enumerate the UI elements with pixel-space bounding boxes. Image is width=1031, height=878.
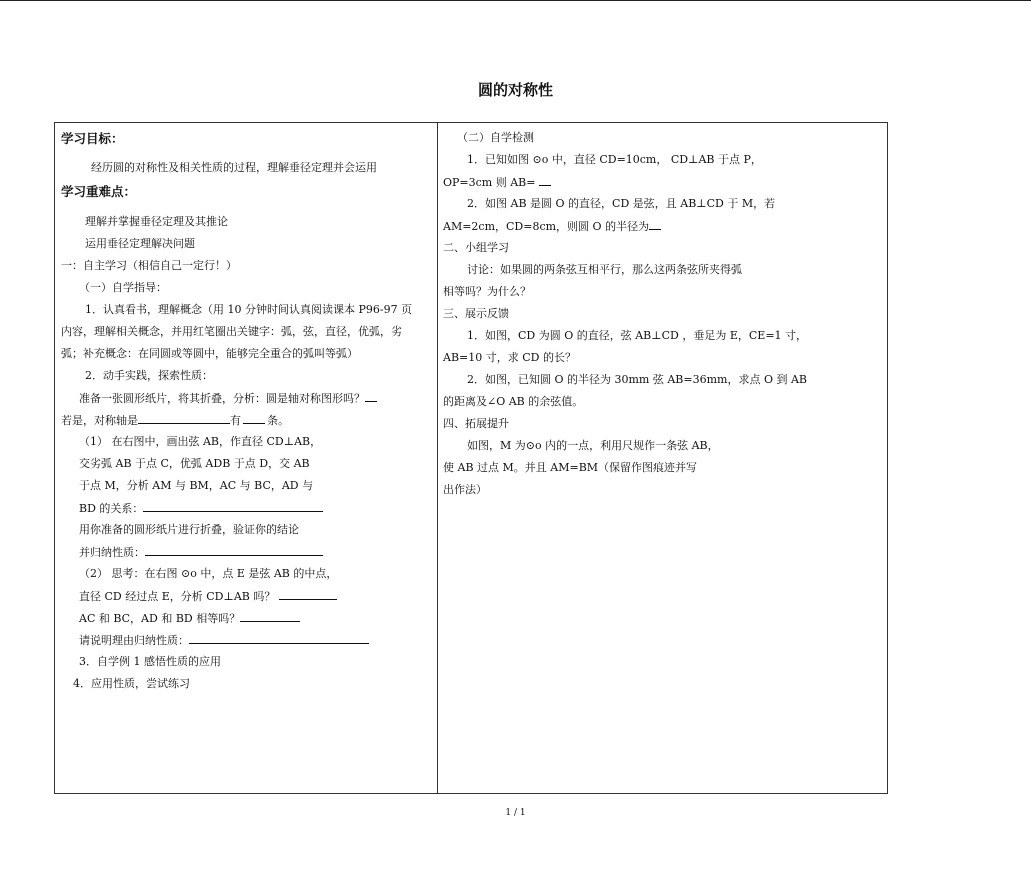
axis-text-3: 条。 (267, 414, 289, 427)
section-4-heading: 四、拓展提升 (443, 417, 509, 430)
equal-question: AC 和 BC，AD 和 BD 相等吗？ (79, 612, 241, 625)
guide-item-1-line-3: 弧；补充概念：在同圆或等圆中，能够完全重合的弧叫等弧） (61, 347, 358, 360)
task-1-line-3: 于点 M，分析 AM 与 BM，AC 与 BC，AD 与 (79, 479, 314, 492)
test-1-question: OP=3cm 则 AB= (443, 176, 536, 189)
reason-label: 请说明理由归纳性质： (79, 634, 189, 647)
guide-item-4: 4．应用性质，尝试练习 (73, 677, 190, 690)
extension-line-1: 如图，M 为⊙o 内的一点，利用尺规作一条弦 AB， (467, 439, 719, 452)
section-2-heading: 二、小组学习 (443, 241, 509, 254)
answer-blank[interactable] (145, 545, 323, 556)
task-2-line-2 (79, 589, 337, 604)
document-title: 圆的对称性 (477, 81, 553, 99)
keypoints-heading: 学习重难点： (61, 184, 137, 199)
objectives-heading: 学习目标： (61, 131, 124, 146)
discussion-line-1: 讨论：如果圆的两条弦互相平行，那么这两条弦所夹得弧 (467, 263, 742, 276)
guide-item-2: 2．动手实践，探索性质： (85, 369, 213, 382)
axis-text-1: 若是，对称轴是 (61, 414, 138, 427)
fold-question-text: 准备一张圆形纸片，将其折叠，分析：圆是轴对称图形吗？ (79, 392, 365, 405)
answer-blank[interactable] (649, 219, 661, 230)
self-test-heading: （二）自学检测 (457, 131, 534, 144)
task-2-line-3 (79, 611, 300, 626)
perpendicular-question: 直径 CD 经过点 E，分析 CD⊥AB 吗？ (79, 590, 276, 603)
answer-blank[interactable] (365, 391, 377, 402)
task-1-line-1: （1） 在右图中，画出弦 AB，作直径 CD⊥AB， (79, 435, 322, 448)
test-2-line-2 (443, 219, 661, 234)
property-label: 并归纳性质： (79, 546, 145, 559)
guide-item-1-line-2: 内容，理解相关概念，并用红笔圈出关键字：弧，弦，直径，优弧，劣 (61, 325, 402, 338)
feedback-1-line-2: AB=10 寸，求 CD 的长？ (443, 351, 576, 364)
content-table (54, 122, 888, 794)
self-study-guide-heading: （一）自学指导： (79, 281, 167, 294)
task-2-line-4 (79, 633, 369, 648)
objectives-text: 经历圆的对称性及相关性质的过程，理解垂径定理并会运用 (91, 161, 377, 174)
test-2-line-1: 2．如图 AB 是圆 O 的直径，CD 是弦，且 AB⊥CD 于 M，若 (467, 197, 776, 210)
keypoint-2: 运用垂径定理解决问题 (85, 237, 195, 250)
answer-blank[interactable] (189, 633, 369, 644)
discussion-line-2: 相等吗？为什么？ (443, 285, 531, 298)
axis-question (61, 413, 289, 428)
answer-blank[interactable] (143, 501, 323, 512)
relation-label: BD 的关系： (79, 502, 144, 515)
extension-line-2: 使 AB 过点 M。并且 AM=BM（保留作图痕迹并写 (443, 461, 698, 474)
guide-item-1-line-1: 1．认真看书，理解概念（用 10 分钟时间认真阅读课本 P96-97 页 (85, 303, 413, 316)
fold-question (79, 391, 377, 406)
answer-blank[interactable] (240, 611, 300, 622)
answer-blank[interactable] (243, 413, 265, 424)
answer-blank[interactable] (279, 589, 337, 600)
answer-blank[interactable] (138, 413, 230, 424)
page-number: 1 / 1 (505, 808, 526, 818)
axis-text-2: 有 (230, 414, 241, 427)
keypoint-1: 理解并掌握垂径定理及其推论 (85, 215, 228, 228)
task-2-line-1: （2） 思考：在右图 ⊙o 中，点 E 是弦 AB 的中点， (79, 567, 338, 580)
feedback-1-line-1: 1．如图，CD 为圆 O 的直径，弦 AB⊥CD ，垂足为 E，CE=1 寸， (467, 329, 808, 342)
test-1-line-1: 1．已知如图 ⊙o 中，直径 CD=10cm， CD⊥AB 于点 P， (467, 153, 762, 166)
feedback-2-line-1: 2．如图，已知圆 O 的半径为 30mm 弦 AB=36mm，求点 O 到 AB (467, 373, 807, 386)
extension-line-3: 出作法） (443, 483, 487, 496)
page-top-rule (0, 0, 1031, 1)
task-1-line-5: 用你准备的圆形纸片进行折叠，验证你的结论 (79, 523, 299, 536)
test-1-line-2 (443, 175, 551, 190)
guide-item-3: 3．自学例 1 感悟性质的应用 (79, 655, 221, 668)
task-1-line-6 (79, 545, 323, 560)
task-1-line-4 (79, 501, 323, 516)
task-1-line-2: 交劣弧 AB 于点 C，优弧 ADB 于点 D，交 AB (79, 457, 310, 470)
feedback-2-line-2: 的距离及∠O AB 的余弦值。 (443, 395, 584, 408)
test-2-question: AM=2cm，CD=8cm，则圆 O 的半径为 (443, 220, 650, 233)
answer-blank[interactable] (539, 175, 551, 186)
section-1-heading: 一：自主学习（相信自己一定行！） (61, 259, 237, 272)
column-divider (437, 123, 438, 793)
section-3-heading: 三、展示反馈 (443, 307, 509, 320)
